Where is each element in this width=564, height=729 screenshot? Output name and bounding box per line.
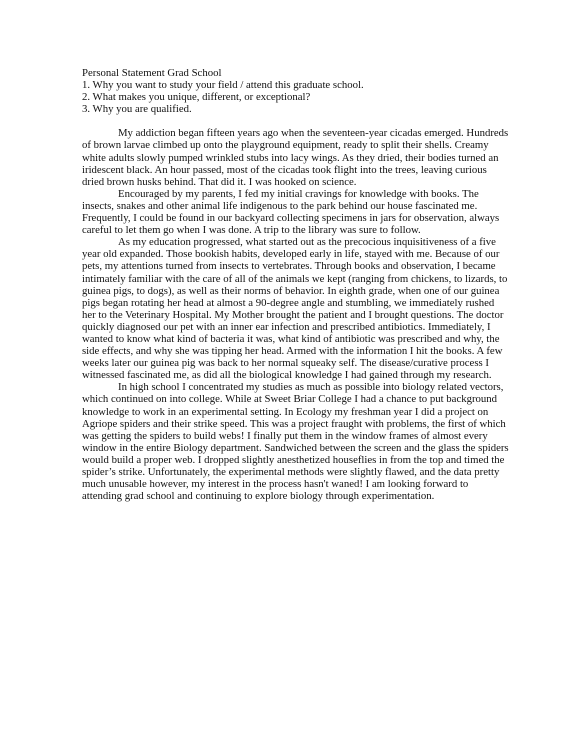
paragraph-guinea-pig: As my education progressed, what started out as the precocious inquisitiveness of a five year old expanded. Those bookish habits, developed early in life, stayed with me. Because of our pets, my attentions turned from insects to vertebrates. Through books and observation, I became intimately familiar with the care of all of the animals we kept (ranging from chickens, to lizards, to guinea pigs, to dogs), as well as their norms of behavior. In eighth grade, when one of our guinea pigs began rotating her head at almost a 90-degree angle and stumbling, we immediately rushed her to the Veterinary Hospital. My Mother brought the patient and I brought questions. The doctor quickly diagnosed our pet with an inner ear infection and prescribed antibiotics. Immediately, I wanted to know what kind of bacteria it was, what kind of antibiotic was prescribed and why, the side effects, and why she was tipping her head. Armed with the information I hit the books. A few weeks later our guinea pig was back to her normal squeaky self. The disease/curative process I witnessed fascinated me, as did all the biological knowledge I had gained through my research. — [82, 236, 508, 382]
paragraph-college: In high school I concentrated my studies as much as possible into biology related vectors, which continued on into college. While at Sweet Briar College I had a chance to put background knowledge to work in an experimental setting. In Ecology my freshman year I did a project on Agriope spiders and their strike speed. This was a project fraught with problems, the first of which was getting the spiders to build webs! I finally put them in the window frames of almost every window in the entire Biology department. Sandwiched between the screen and the glass the spiders would build a proper web. I dropped slightly anesthetized houseflies in from the top and timed the spider’s strike. Unfortunately, the experimental methods were slightly flawed, and the data pretty much unusable however, my interest in the process hasn't waned! I am looking forward to attending grad school and continuing to explore biology through experimentation. — [82, 381, 509, 503]
document-title: Personal Statement Grad School — [82, 67, 222, 79]
paragraph-books: Encouraged by my parents, I fed my initial cravings for knowledge with books. The insects, snakes and other animal life indigenous to the park behind our house fascinated me. Frequently, I could be found in our backyard collecting specimens in jars for observation, always careful to let them go when I was done. A trip to the library was sure to follow. — [82, 187, 500, 237]
question-2: 2. What makes you unique, different, or exceptional? — [82, 91, 311, 104]
question-1: 1. Why you want to study your field / attend this graduate school. — [82, 79, 364, 92]
question-3: 3. Why you are qualified. — [82, 103, 192, 116]
document-page — [82, 67, 510, 502]
paragraph-cicadas: My addiction began fifteen years ago when the seventeen-year cicadas emerged. Hundreds of brown larvae climbed up onto the playground equipment, ready to split their shells. Creamy white adults slowly pumped wrinkled stubs into lacy wings. As they dried, their bodies turned an iridescent black. An hour passed, most of the cicadas took flight into the trees, leaving curious dried brown husks behind. That did it. I was hooked on science. — [82, 127, 509, 188]
spacer — [82, 115, 510, 127]
